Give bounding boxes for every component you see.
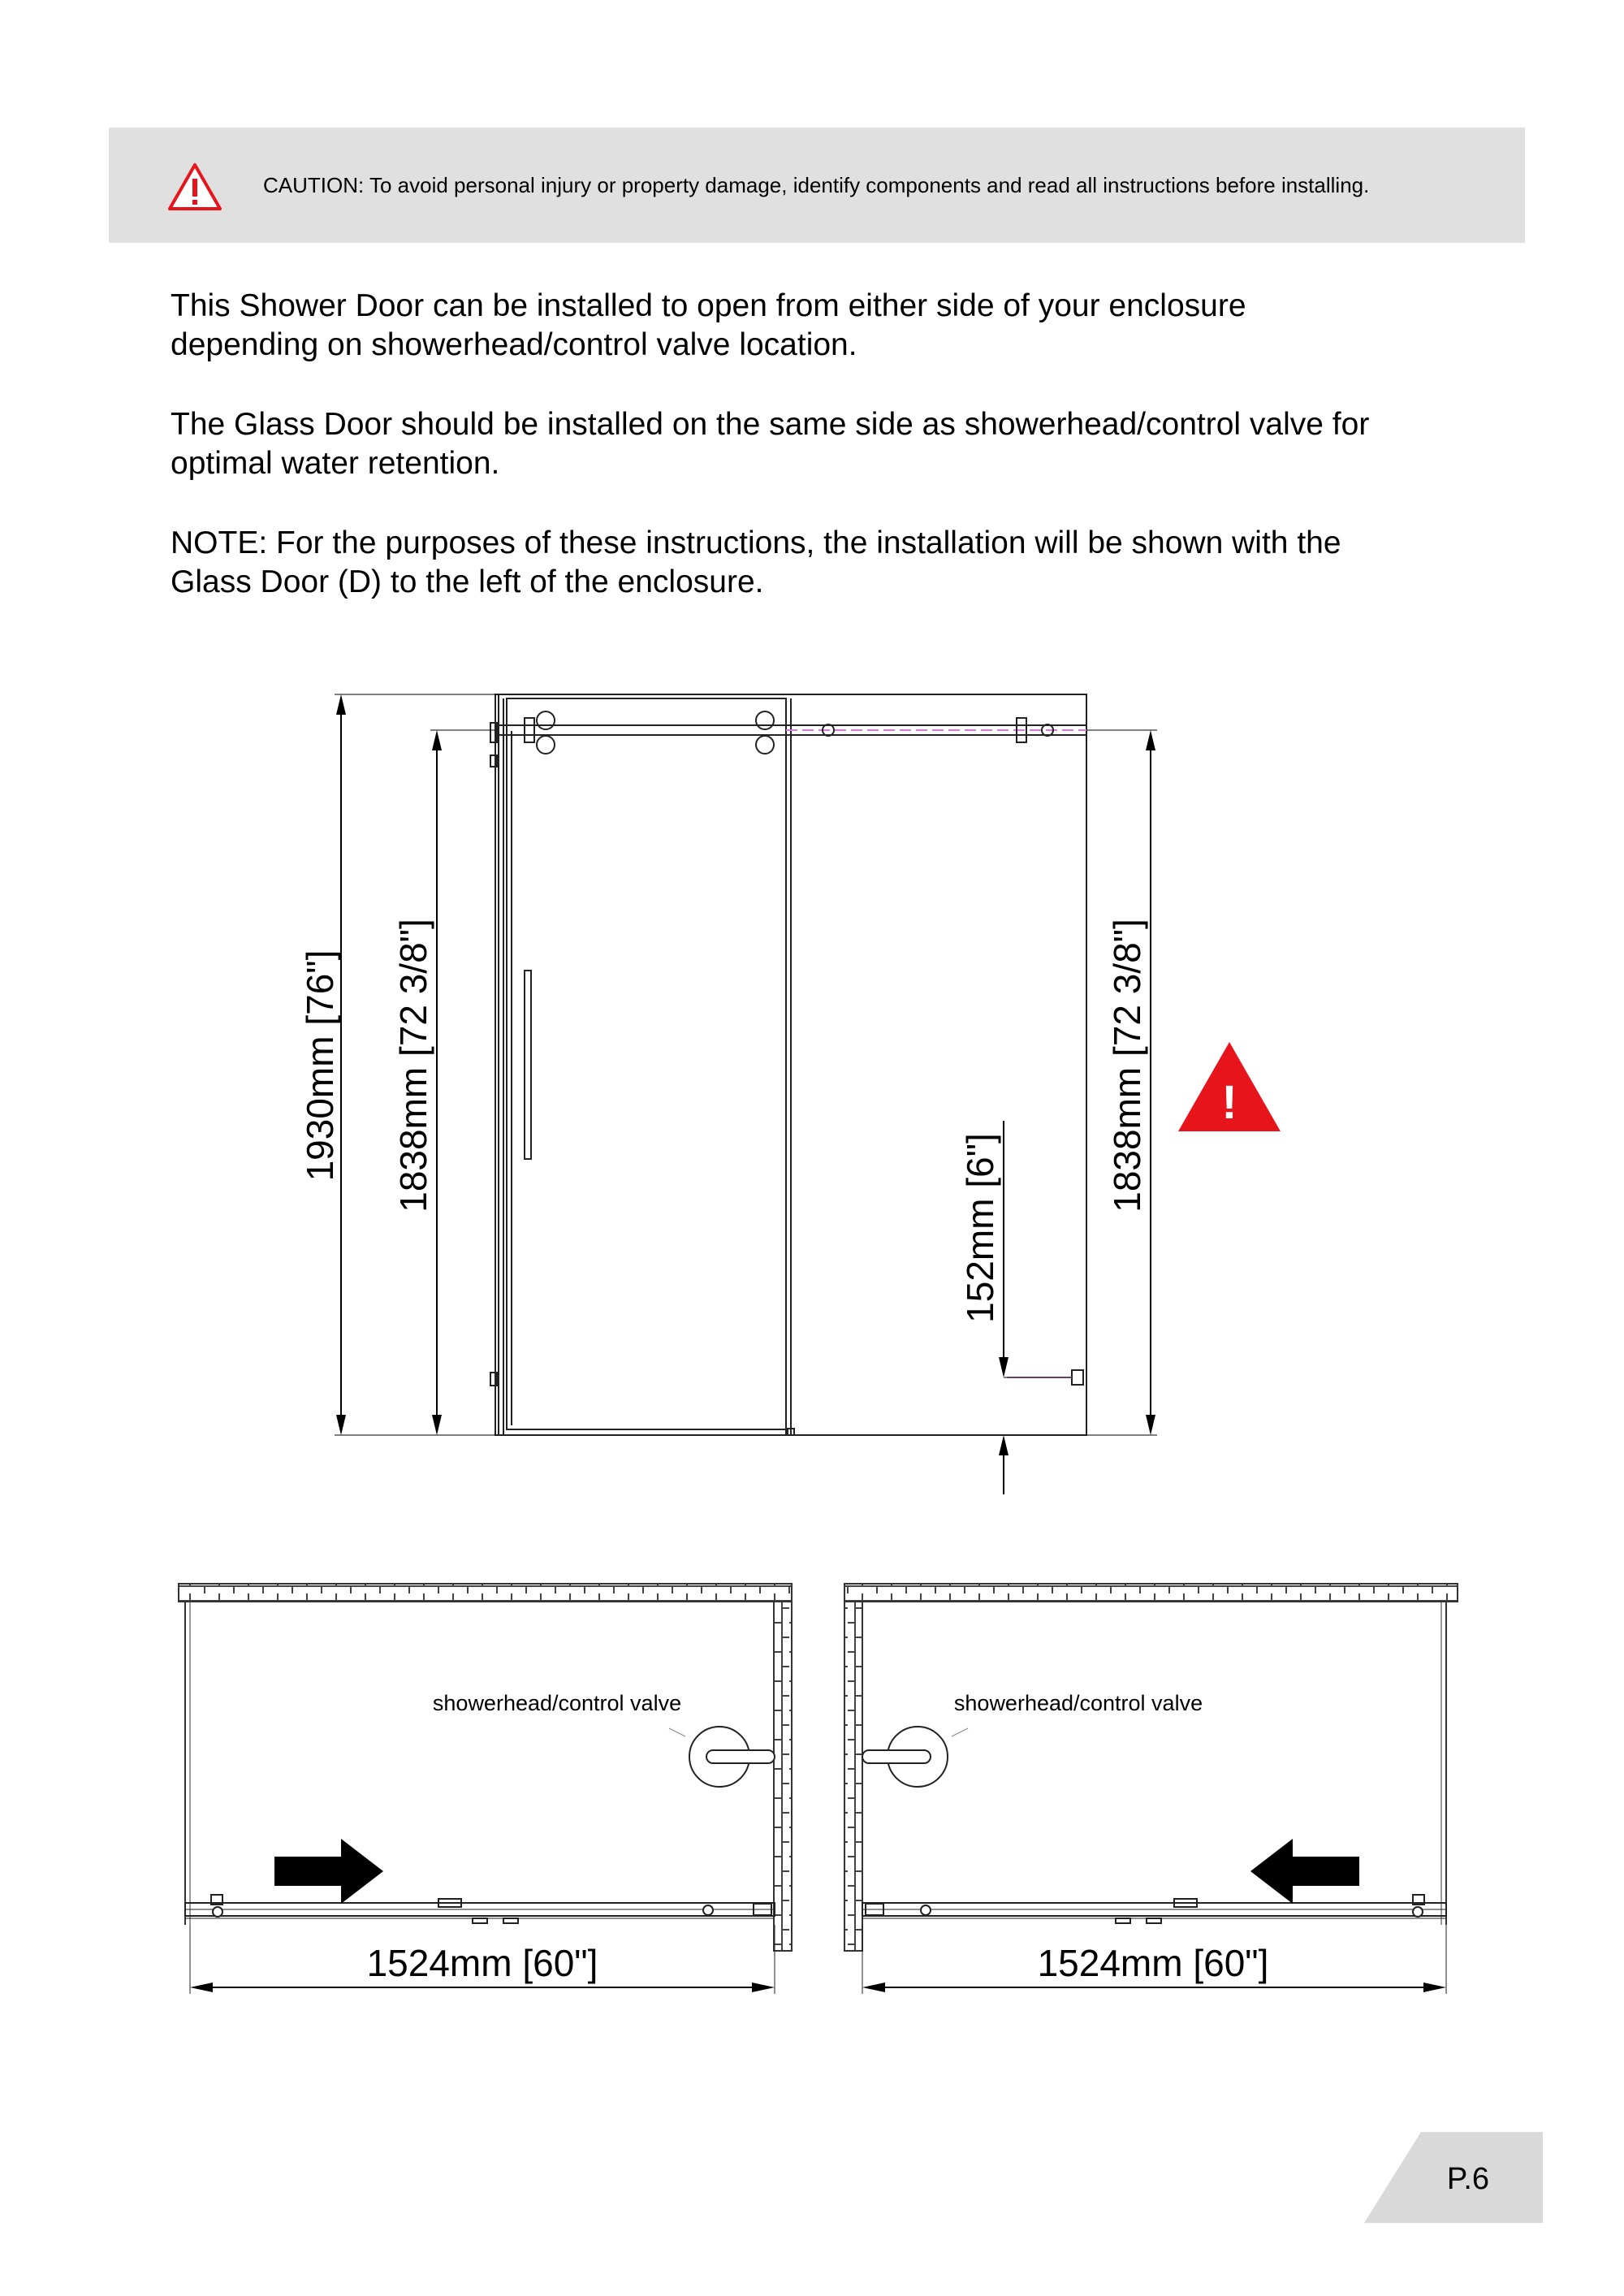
front-elevation [490, 694, 1086, 1435]
p1-line1: This Shower Door can be installed to open from either side of your enclosure [171, 288, 1246, 323]
bottom-guide [1072, 1370, 1083, 1385]
plan-view-left [179, 1584, 792, 1994]
p3-line2: Glass Door (D) to the left of the enclosure. [171, 564, 764, 599]
door-handle [525, 971, 531, 1159]
glass-door-panel [507, 698, 786, 1429]
page-number: P.6 [1446, 2162, 1490, 2196]
arrow-right-icon [274, 1839, 383, 1904]
rail-bracket [525, 718, 534, 742]
p3-line1: NOTE: For the purposes of these instructions, the installation will be shown with the [171, 525, 1341, 560]
caution-text: CAUTION: To avoid personal injury or property damage, identify components and read all instructions before installing. [263, 173, 1370, 197]
plan-right-valve-label: showerhead/control valve [953, 1691, 1203, 1715]
elevation-dimensions [335, 694, 1157, 1494]
roller-wheel [756, 711, 774, 729]
plan-left-valve-label: showerhead/control valve [432, 1691, 682, 1715]
plan-right-width-label: 1524mm [60"] [1037, 1942, 1269, 1984]
door-height-right-label: 1838mm [72 3/8"] [1106, 919, 1148, 1213]
p2-line2: optimal water retention. [171, 446, 500, 481]
plan-view-right [844, 1584, 1458, 1994]
arrow-left-icon [1250, 1839, 1359, 1904]
roller-wheel [537, 711, 555, 729]
roller-wheel [756, 736, 774, 754]
warning-mark: ! [1221, 1076, 1237, 1129]
overall-height-label: 1930mm [76"] [299, 949, 341, 1182]
p1-line2: depending on showerhead/control valve location. [171, 327, 857, 362]
red-warning-triangle-icon [1178, 1042, 1281, 1131]
door-height-left-label: 1838mm [72 3/8"] [392, 919, 434, 1213]
bottom-clearance-label: 152mm [6"] [959, 1133, 1001, 1323]
p2-line1: The Glass Door should be installed on the same side as showerhead/control valve for [171, 407, 1370, 442]
page-number-tab [1364, 2132, 1543, 2223]
plan-left-width-label: 1524mm [60"] [366, 1942, 598, 1984]
roller-wheel [537, 736, 555, 754]
